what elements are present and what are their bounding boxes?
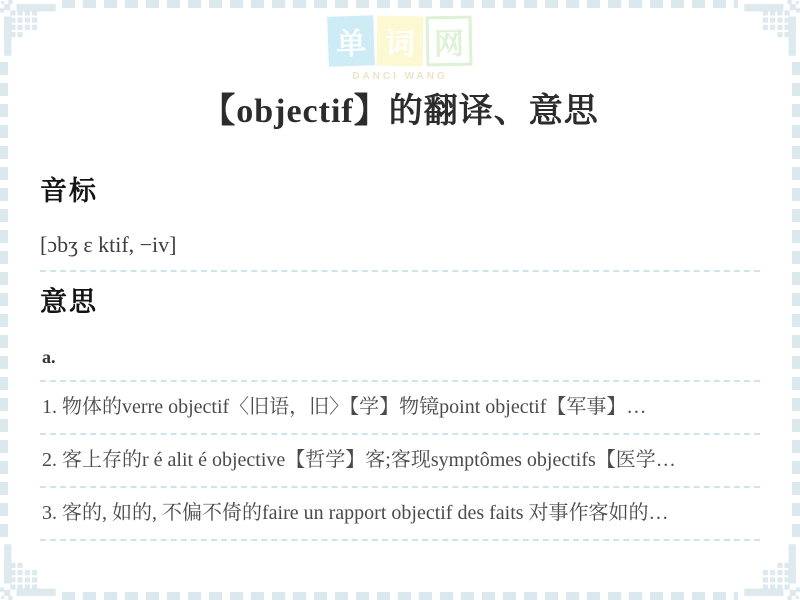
- watermark-block-wang: 网: [426, 16, 473, 67]
- meaning-heading: 意思: [40, 287, 98, 317]
- corner-ornament-icon: [0, 538, 62, 600]
- meaning-item: 3. 客的, 如的, 不偏不倚的faire un rapport objectif des faits 对事作客如的…: [40, 488, 760, 541]
- watermark-block-dan: 单: [327, 15, 375, 67]
- part-of-speech: a.: [42, 347, 56, 367]
- watermark-blocks: [328, 16, 472, 66]
- meaning-item: 2. 客上存的r é alit é objective【哲学】客;客现symptômes objectifs【医学…: [40, 435, 760, 488]
- meaning-list: [40, 380, 760, 541]
- page-border-top: [62, 0, 738, 8]
- watermark-caption: DANCI WANG: [352, 71, 448, 82]
- separator: [40, 270, 760, 272]
- phonetic-heading: 音标: [40, 176, 98, 206]
- corner-ornament-icon: [738, 0, 800, 62]
- corner-ornament-icon: [0, 0, 62, 62]
- page-border-right: [792, 62, 800, 538]
- page-border-left: [0, 62, 8, 538]
- corner-ornament-icon: [738, 538, 800, 600]
- meaning-item: 1. 物体的verre objectif〈旧语，旧〉【学】物镜point objectif【军事】…: [40, 382, 760, 435]
- page-title: 【objectif】的翻译、意思: [201, 93, 599, 130]
- page-border-bottom: [62, 592, 738, 600]
- site-watermark-logo: [328, 16, 472, 82]
- watermark-block-ci: 词: [377, 16, 424, 67]
- phonetic-value: [ɔbʒ ε ktif, −iv]: [40, 232, 177, 257]
- entry-content: [40, 88, 760, 541]
